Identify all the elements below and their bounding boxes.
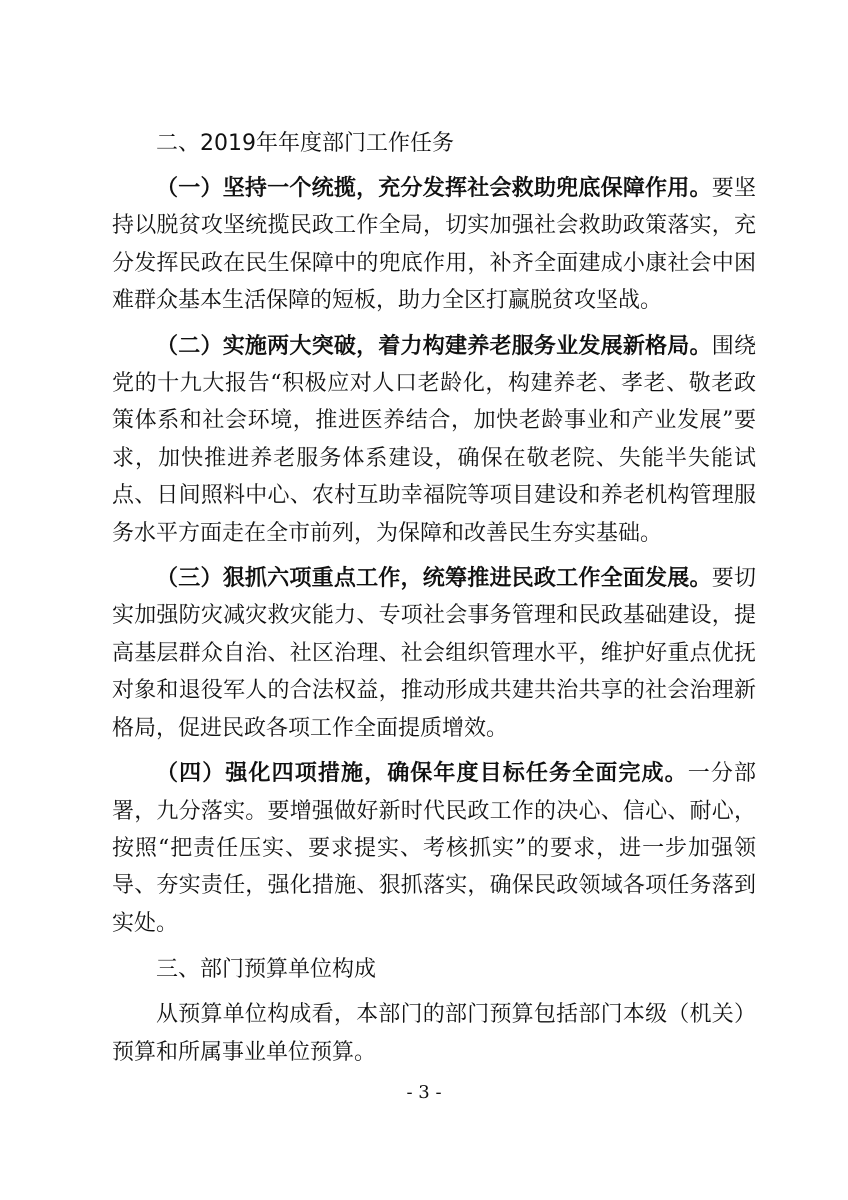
task-item-3-text: 要切实加强防灾减灾救灾能力、专项社会事务管理和民政基础建设，提高基层群众自治、社区治理、社会组织管理水平，维护好重点优抚对象和退役军人的合法权益，推动形成共建共治共享的社会治理新格局，促进民政各项工作全面提质增效。: [112, 566, 756, 741]
task-item-2: [112, 328, 756, 552]
section-heading-budget-units: 三、部门预算单位构成: [156, 957, 377, 983]
page-content: [112, 124, 756, 1079]
task-item-1-text: 要坚持以脱贫攻坚统揽民政工作全局，切实加强社会救助政策落实，充分发挥民政在民生保障中的兜底作用，补齐全面建成小康社会中困难群众基本生活保障的短板，助力全区打赢脱贫攻坚战。: [112, 176, 756, 314]
task-item-4-text: 一分部署，九分落实。要增强做好新时代民政工作的决心、信心、耐心，按照“把责任压实、要求提实、考核抓实”的要求，进一步加强领导、夯实责任，强化措施、狠抓落实，确保民政领域各项任务落到实处。: [112, 761, 756, 936]
page-number: - 3 -: [406, 1082, 442, 1103]
task-item-2-lead: （二）实施两大突破，着力构建养老服务业发展新格局。: [156, 332, 712, 359]
task-item-3: [112, 560, 756, 747]
budget-units-paragraph: 从预算单位构成看，本部门的部门预算包括部门本级（机关）预算和所属事业单位预算。: [112, 1002, 756, 1065]
section-heading-work-tasks: 二、2019年年度部门工作任务: [156, 131, 454, 156]
task-item-3-lead: （三）狠抓六项重点工作，统筹推进民政工作全面发展。: [156, 565, 712, 592]
task-item-1: [112, 170, 756, 320]
task-item-4-lead: （四）强化四项措施，确保年度目标任务全面完成。: [156, 760, 688, 787]
task-item-1-lead: （一）坚持一个统揽，充分发挥社会救助兜底保障作用。: [156, 175, 712, 201]
task-item-4: [112, 755, 756, 942]
task-item-2-text: 围绕党的十九大报告“积极应对人口老龄化，构建养老、孝老、敬老政策体系和社会环境，推进医养结合，加快老龄事业和产业发展”要求，加快推进养老服务体系建设，确保在敬老院、失能半失能试点、日间照料中心、农村互助幸福院等项目建设和养老机构管理服务水平方面走在全市前列，为保障和改善民生夯实基础。: [112, 333, 756, 546]
